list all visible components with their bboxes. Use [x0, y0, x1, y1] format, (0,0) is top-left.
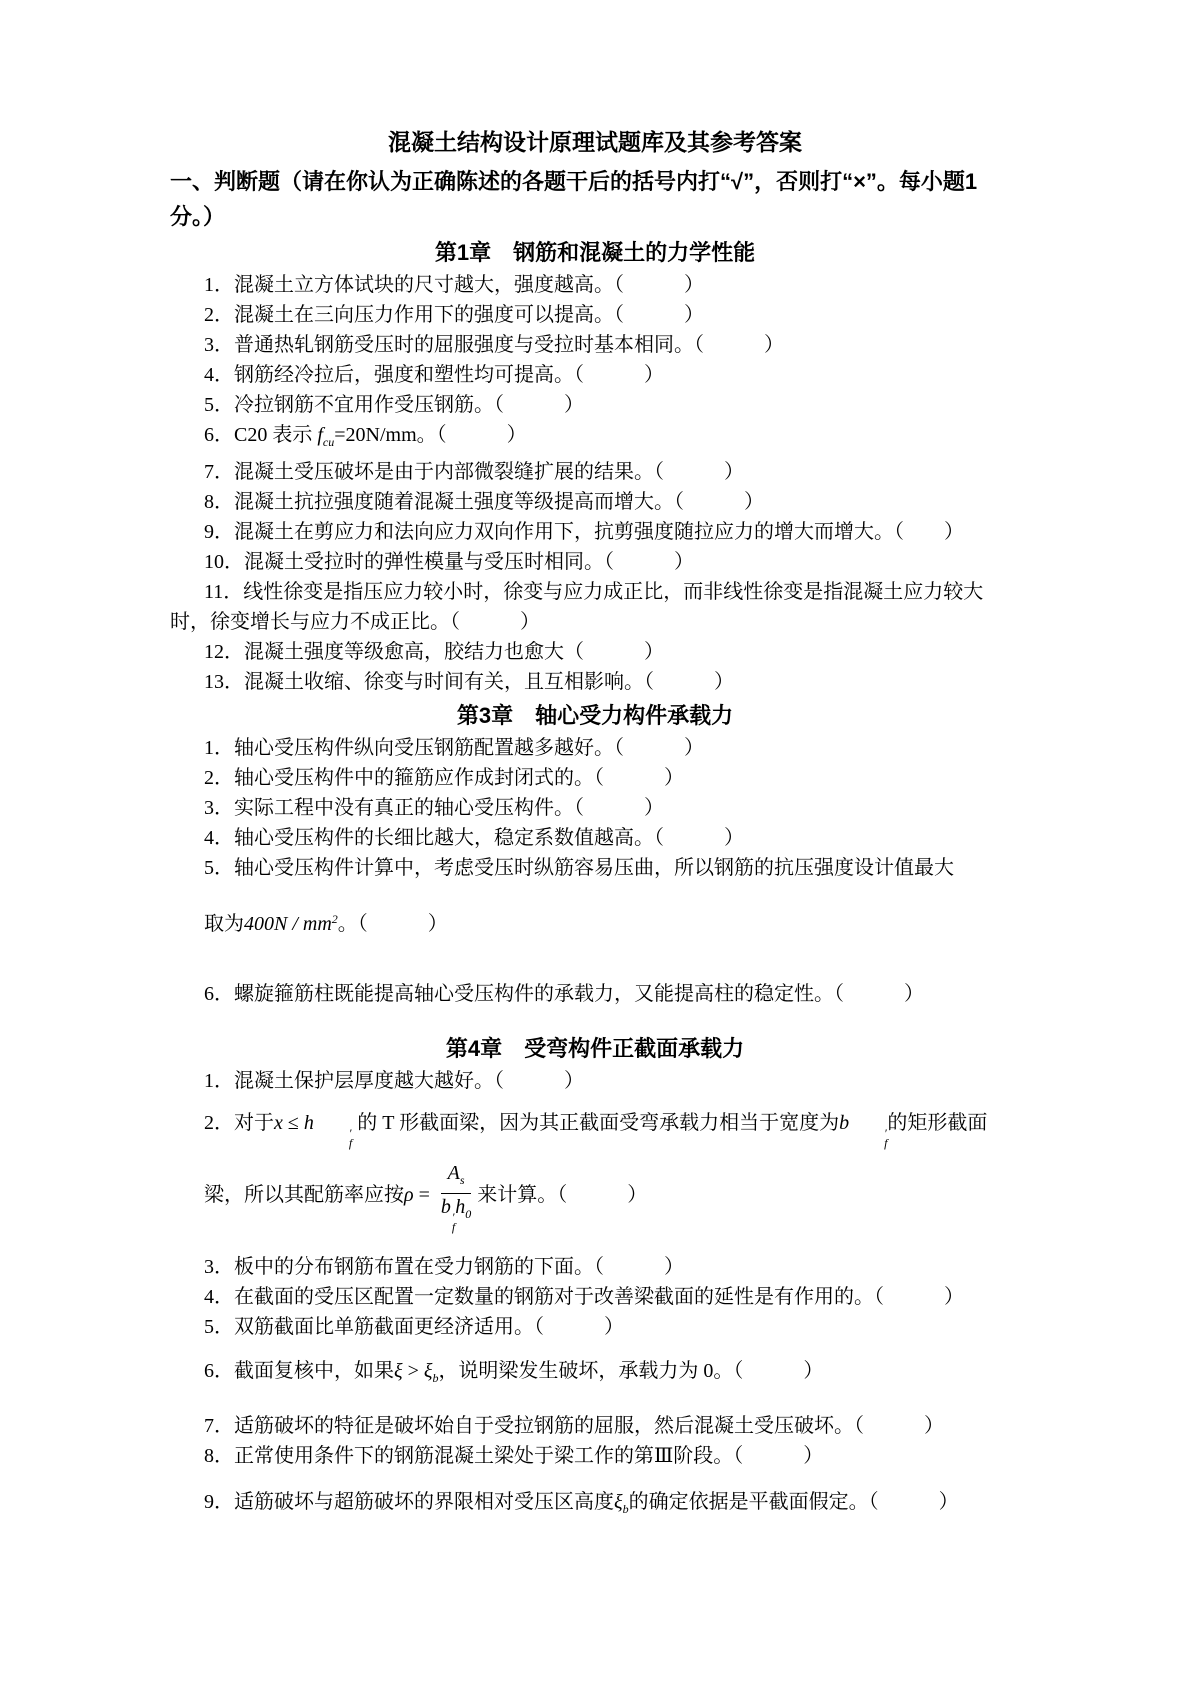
math-expression: x ≤ h ′ f	[274, 1112, 353, 1150]
question	[170, 1411, 1020, 1441]
question-number: 10．	[204, 551, 244, 573]
question-number: 3．	[204, 797, 234, 819]
section-intro: 一、判断题（请在你认为正确陈述的各题干后的括号内打“√”，否则打“×”。每小题1分。）	[170, 169, 978, 229]
question-text: 轴心受压构件计算中，考虑受压时纵筋容易压曲，所以钢筋的抗压强度设计值最大	[234, 857, 954, 879]
question	[170, 637, 1020, 667]
question	[170, 979, 1020, 1009]
question-number: 4．	[204, 1286, 234, 1308]
question-number: 1．	[204, 737, 234, 759]
question-number: 9．	[204, 1491, 234, 1513]
question-number: 6．	[204, 424, 234, 446]
question-text: 混凝土在三向压力作用下的强度可以提高。（ ）	[234, 304, 704, 326]
question-text: 混凝土在剪应力和法向应力双向作用下，抗剪强度随拉应力的增大而增大。（ ）	[234, 521, 964, 543]
question	[170, 487, 1020, 517]
question-text: 正常使用条件下的钢筋混凝土梁处于梁工作的第Ⅲ阶段。（ ）	[234, 1445, 824, 1467]
question	[170, 1108, 1020, 1232]
question-text: 线性徐变是指压应力较小时，徐变与应力成正比，而非线性徐变是指混凝土应力较大时，徐变增长与应力不成正比。（ ）	[170, 581, 984, 633]
question-number: 6．	[204, 983, 234, 1005]
question	[170, 733, 1020, 763]
question-number: 4．	[204, 827, 234, 849]
question-number: 12．	[204, 641, 244, 663]
question-number: 3．	[204, 334, 234, 356]
fraction-bar	[441, 1193, 471, 1194]
math-expression: $f_{cu}$	[317, 424, 335, 449]
question	[170, 1487, 1020, 1524]
question-text: 混凝土强度等级愈高，胶结力也愈大（ ）	[244, 641, 664, 663]
question-text: ，说明梁发生破坏，承载力为 0。（ ）	[438, 1360, 824, 1382]
question-text: 适筋破坏的特征是破坏始自于受拉钢筋的屈服，然后混凝土受压破坏。（ ）	[234, 1415, 944, 1437]
question-text: 轴心受压构件纵向受压钢筋配置越多越好。（ ）	[234, 737, 704, 759]
chapter-heading: 第4章 受弯构件正截面承载力	[445, 1036, 745, 1061]
question-text: 截面复核中，如果	[234, 1360, 394, 1382]
question	[170, 1312, 1020, 1342]
question	[170, 1066, 1020, 1096]
question-text: 混凝土保护层厚度越大越好。（ ）	[234, 1070, 584, 1092]
question-number: 7．	[204, 1415, 234, 1437]
page-title: 混凝土结构设计原理试题库及其参考答案	[388, 129, 802, 155]
question	[170, 390, 1020, 420]
question-number: 9．	[204, 521, 234, 543]
question-number: 1．	[204, 274, 234, 296]
question-number: 8．	[204, 491, 234, 513]
question-text: 混凝土受拉时的弹性模量与受压时相同。（ ）	[244, 551, 694, 573]
question-text: 适筋破坏与超筋破坏的界限相对受压区高度	[234, 1491, 614, 1513]
question-text: 取为	[204, 913, 244, 935]
question-text: =20N/mm。（ ）	[334, 424, 527, 446]
question-text: 板中的分布钢筋布置在受力钢筋的下面。（ ）	[234, 1256, 684, 1278]
question-text: 。（ ）	[337, 913, 448, 935]
question-text: 实际工程中没有真正的轴心受压构件。（ ）	[234, 797, 664, 819]
question	[170, 1252, 1020, 1282]
question-text: 轴心受压构件的长细比越大，稳定系数值越高。（ ）	[234, 827, 744, 849]
question-number: 5．	[204, 857, 234, 879]
math-expression: b ′ f	[839, 1112, 888, 1150]
question	[170, 360, 1020, 390]
question-number: 3．	[204, 1256, 234, 1278]
fraction: $A_s$ b ′ f $h_0$	[440, 1162, 472, 1234]
question	[170, 1356, 1020, 1393]
question-number: 2．	[204, 1112, 234, 1134]
question	[170, 793, 1020, 823]
question-text: 冷拉钢筋不宜用作受压钢筋。（ ）	[234, 394, 584, 416]
question	[170, 300, 1020, 330]
question	[170, 1441, 1020, 1471]
question-number: 7．	[204, 461, 234, 483]
question	[170, 823, 1020, 853]
question-text: 螺旋箍筋柱既能提高轴心受压构件的承载力，又能提高柱的稳定性。（ ）	[234, 983, 924, 1005]
question-text: 来计算。（ ）	[477, 1184, 648, 1207]
question-number: 8．	[204, 1445, 234, 1467]
question-text: 的 T 形截面梁，因为其正截面受弯承载力相当于宽度为	[352, 1112, 840, 1134]
question-text: 钢筋经冷拉后，强度和塑性均可提高。（ ）	[234, 364, 664, 386]
question-text: 的确定依据是平截面假定。（ ）	[628, 1491, 959, 1513]
chapter-heading: 第3章 轴心受力构件承载力	[456, 703, 734, 728]
question-text: 的矩形截面	[887, 1112, 988, 1134]
question-number: 13．	[204, 671, 244, 693]
question-number: 4．	[204, 364, 234, 386]
question	[170, 667, 1020, 697]
question	[170, 1282, 1020, 1312]
question-text: 混凝土抗拉强度随着混凝土强度等级提高而增大。（ ）	[234, 491, 764, 513]
question-number: 6．	[204, 1360, 234, 1382]
question-text: 普通热轧钢筋受压时的屈服强度与受拉时基本相同。（ ）	[234, 334, 784, 356]
question	[170, 763, 1020, 793]
question-text: 梁，所以其配筋率应按	[204, 1184, 404, 1207]
chapter-heading: 第1章 钢筋和混凝土的力学性能	[434, 240, 756, 265]
chapters	[170, 237, 1020, 1524]
question-number: 5．	[204, 394, 234, 416]
question	[170, 547, 1020, 577]
question-number: 5．	[204, 1316, 234, 1338]
math-expression: $\xi > \xi_b$	[394, 1360, 439, 1385]
math-expression: ρ = $A_s$ b ′ f $h_0$	[404, 1162, 472, 1234]
question-text: 混凝土立方体试块的尺寸越大，强度越高。（ ）	[234, 274, 704, 296]
question-number: 11．	[204, 581, 244, 603]
question	[170, 517, 1020, 547]
math-expression: $400N / mm^2$	[244, 912, 338, 935]
math-expression: $\xi_b$	[614, 1491, 629, 1516]
question-text: 对于	[234, 1112, 274, 1134]
question	[170, 420, 1020, 457]
question	[170, 270, 1020, 300]
question-number: 1．	[204, 1070, 234, 1092]
question-text: 混凝土收缩、徐变与时间有关，且互相影响。（ ）	[244, 671, 734, 693]
question-text: 在截面的受压区配置一定数量的钢筋对于改善梁截面的延性是有作用的。（ ）	[234, 1286, 964, 1308]
question	[170, 577, 1020, 637]
question	[170, 853, 1020, 939]
question-text: C20 表示	[234, 424, 318, 446]
question	[170, 330, 1020, 360]
question-text: 双筋截面比单筋截面更经济适用。（ ）	[234, 1316, 624, 1338]
question-text: 轴心受压构件中的箍筋应作成封闭式的。（ ）	[234, 767, 684, 789]
question-number: 2．	[204, 304, 234, 326]
question	[170, 457, 1020, 487]
question-text: 混凝土受压破坏是由于内部微裂缝扩展的结果。（ ）	[234, 461, 744, 483]
question-number: 2．	[204, 767, 234, 789]
